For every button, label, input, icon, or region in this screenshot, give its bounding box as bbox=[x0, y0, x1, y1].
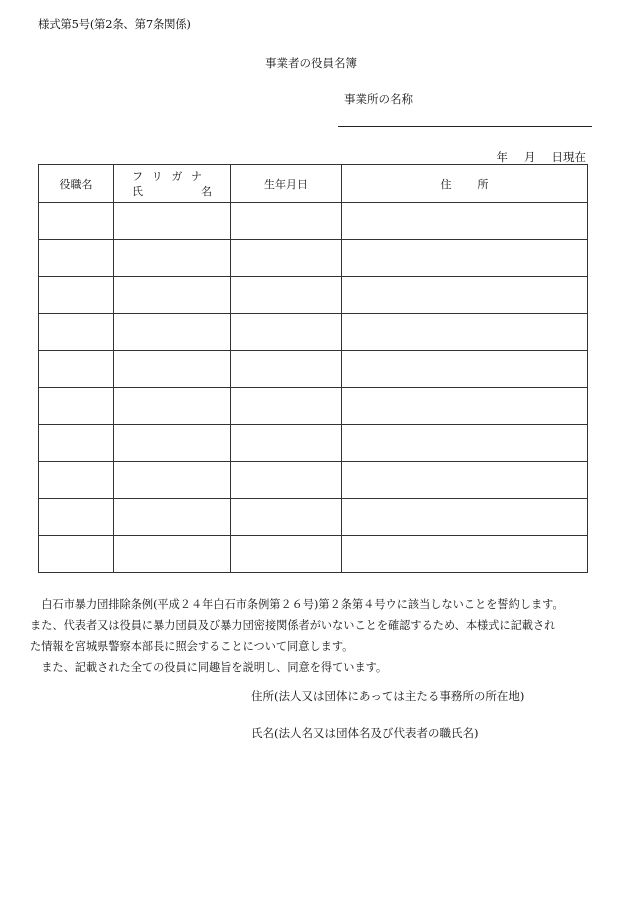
officer-roster-table bbox=[38, 164, 588, 573]
cell-position[interactable] bbox=[39, 314, 114, 351]
cell-position[interactable] bbox=[39, 203, 114, 240]
cell-name[interactable] bbox=[114, 277, 231, 314]
cell-position[interactable] bbox=[39, 536, 114, 573]
cell-position[interactable] bbox=[39, 425, 114, 462]
cell-address[interactable] bbox=[342, 240, 588, 277]
document-title: 事業者の役員名簿 bbox=[265, 56, 357, 70]
table-row bbox=[39, 536, 588, 573]
cell-name[interactable] bbox=[114, 203, 231, 240]
cell-position[interactable] bbox=[39, 462, 114, 499]
table-row bbox=[39, 462, 588, 499]
header-position: 役職名 bbox=[39, 165, 114, 203]
table-row bbox=[39, 314, 588, 351]
cell-birthdate[interactable] bbox=[231, 351, 342, 388]
cell-birthdate[interactable] bbox=[231, 240, 342, 277]
cell-position[interactable] bbox=[39, 240, 114, 277]
office-name-field-line[interactable] bbox=[338, 126, 592, 127]
table-row bbox=[39, 351, 588, 388]
pledge-text bbox=[30, 594, 602, 678]
table-row bbox=[39, 388, 588, 425]
cell-position[interactable] bbox=[39, 499, 114, 536]
table-row bbox=[39, 203, 588, 240]
cell-position[interactable] bbox=[39, 388, 114, 425]
cell-birthdate[interactable] bbox=[231, 203, 342, 240]
cell-address[interactable] bbox=[342, 462, 588, 499]
table-row bbox=[39, 425, 588, 462]
cell-name[interactable] bbox=[114, 351, 231, 388]
table-row bbox=[39, 240, 588, 277]
cell-name[interactable] bbox=[114, 314, 231, 351]
cell-position[interactable] bbox=[39, 277, 114, 314]
cell-name[interactable] bbox=[114, 388, 231, 425]
cell-position[interactable] bbox=[39, 351, 114, 388]
form-number: 様式第5号(第2条、第7条関係) bbox=[38, 17, 191, 31]
date-day-label: 日現在 bbox=[551, 150, 586, 164]
cell-birthdate[interactable] bbox=[231, 314, 342, 351]
cell-name[interactable] bbox=[114, 462, 231, 499]
pledge-line: 白石市暴力団排除条例(平成２４年白石市条例第２６号)第２条第４号ウに該当しないことを誓約します。 bbox=[30, 598, 564, 611]
cell-address[interactable] bbox=[342, 314, 588, 351]
signer-name-label: 氏名(法人名又は団体名及び代表者の職氏名) bbox=[251, 726, 479, 740]
cell-address[interactable] bbox=[342, 388, 588, 425]
cell-birthdate[interactable] bbox=[231, 425, 342, 462]
cell-name[interactable] bbox=[114, 499, 231, 536]
cell-address[interactable] bbox=[342, 351, 588, 388]
cell-name[interactable] bbox=[114, 536, 231, 573]
cell-address[interactable] bbox=[342, 499, 588, 536]
cell-address[interactable] bbox=[342, 277, 588, 314]
table-row bbox=[39, 499, 588, 536]
pledge-line: また、代表者又は役員に暴力団員及び暴力団密接関係者がいないことを確認するため、本様式に記載され bbox=[30, 619, 556, 632]
date-month-label: 月 bbox=[524, 150, 536, 164]
table-header-row bbox=[39, 165, 588, 203]
table-row bbox=[39, 277, 588, 314]
header-birthdate: 生年月日 bbox=[231, 165, 342, 203]
header-furigana: フ リ ガ ナ bbox=[132, 169, 202, 183]
date-year-label: 年 bbox=[496, 150, 508, 164]
header-address: 住 所 bbox=[342, 165, 588, 203]
cell-name[interactable] bbox=[114, 425, 231, 462]
as-of-date bbox=[497, 149, 587, 165]
cell-birthdate[interactable] bbox=[231, 388, 342, 425]
office-name-label: 事業所の名称 bbox=[344, 92, 413, 106]
pledge-line: また、記載された全ての役員に同趣旨を説明し、同意を得ています。 bbox=[30, 661, 388, 674]
cell-name[interactable] bbox=[114, 240, 231, 277]
cell-address[interactable] bbox=[342, 203, 588, 240]
cell-birthdate[interactable] bbox=[231, 462, 342, 499]
header-name-kanji: 氏 名 bbox=[132, 184, 212, 198]
signer-address-label: 住所(法人又は団体にあっては主たる事務所の所在地) bbox=[251, 689, 525, 703]
cell-birthdate[interactable] bbox=[231, 536, 342, 573]
header-name bbox=[114, 165, 231, 203]
pledge-line: た情報を宮城県警察本部長に照会することについて同意します。 bbox=[30, 640, 354, 653]
cell-birthdate[interactable] bbox=[231, 499, 342, 536]
cell-address[interactable] bbox=[342, 425, 588, 462]
cell-address[interactable] bbox=[342, 536, 588, 573]
cell-birthdate[interactable] bbox=[231, 277, 342, 314]
